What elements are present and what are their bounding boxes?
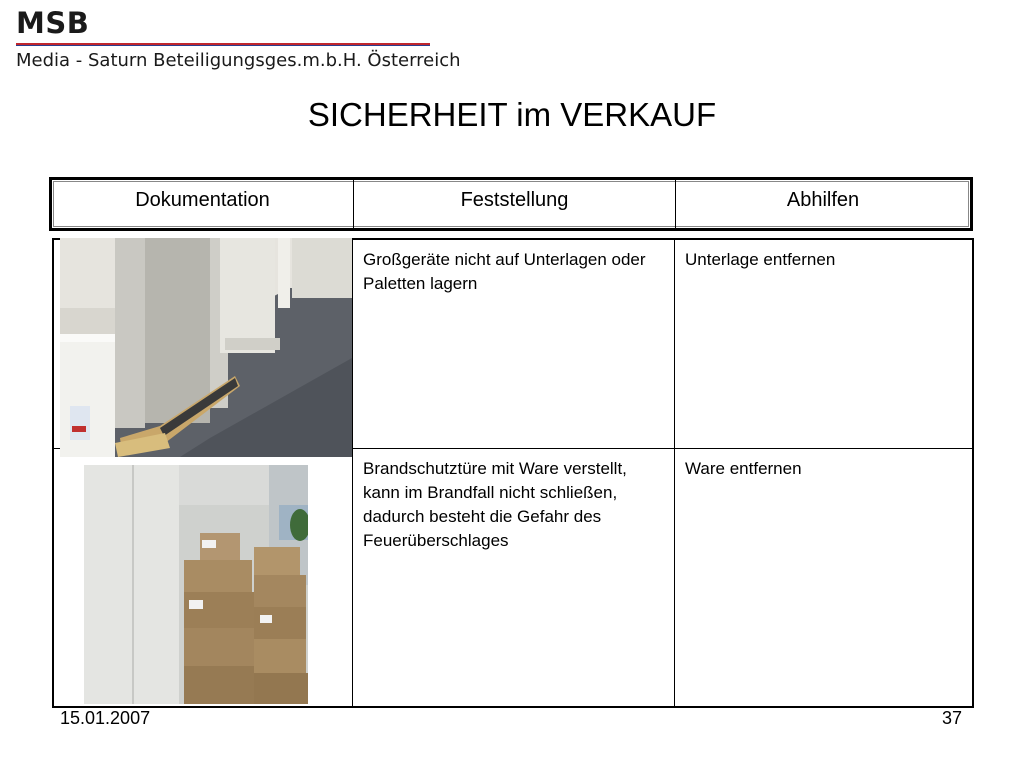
company-name: Media - Saturn Beteiligungsges.m.b.H. Österreich (16, 50, 461, 71)
footer-date: 15.01.2007 (60, 708, 151, 728)
slide-title: SICHERHEIT im VERKAUF (307, 96, 717, 133)
table-row (54, 449, 972, 706)
documentation-cell (54, 240, 352, 448)
header-dokumentation: Dokumentation (135, 189, 270, 211)
finding-cell: Großgeräte nicht auf Unterlagen oder Paletten lagern (352, 240, 674, 448)
photo-blocked-fire-door (84, 465, 308, 704)
header-feststellung: Feststellung (353, 180, 675, 228)
remedy-cell: Ware entfernen (674, 449, 972, 706)
findings-table (52, 238, 974, 708)
table-row (54, 240, 972, 449)
finding-cell: Brandschutztüre mit Ware verstellt, kann im Brandfall nicht schließen, dadurch besteht die Gefahr des Feuerüberschlages (352, 449, 674, 706)
table-header (49, 177, 973, 231)
remedy-cell: Unterlage entfernen (674, 240, 972, 448)
page-number: 37 (941, 708, 962, 728)
brand-logo: MSB (16, 6, 90, 40)
header-abhilfen: Abhilfen (675, 180, 970, 228)
photo-appliance-on-pallet (60, 238, 352, 457)
logo-divider (16, 43, 430, 46)
documentation-cell (54, 449, 352, 706)
